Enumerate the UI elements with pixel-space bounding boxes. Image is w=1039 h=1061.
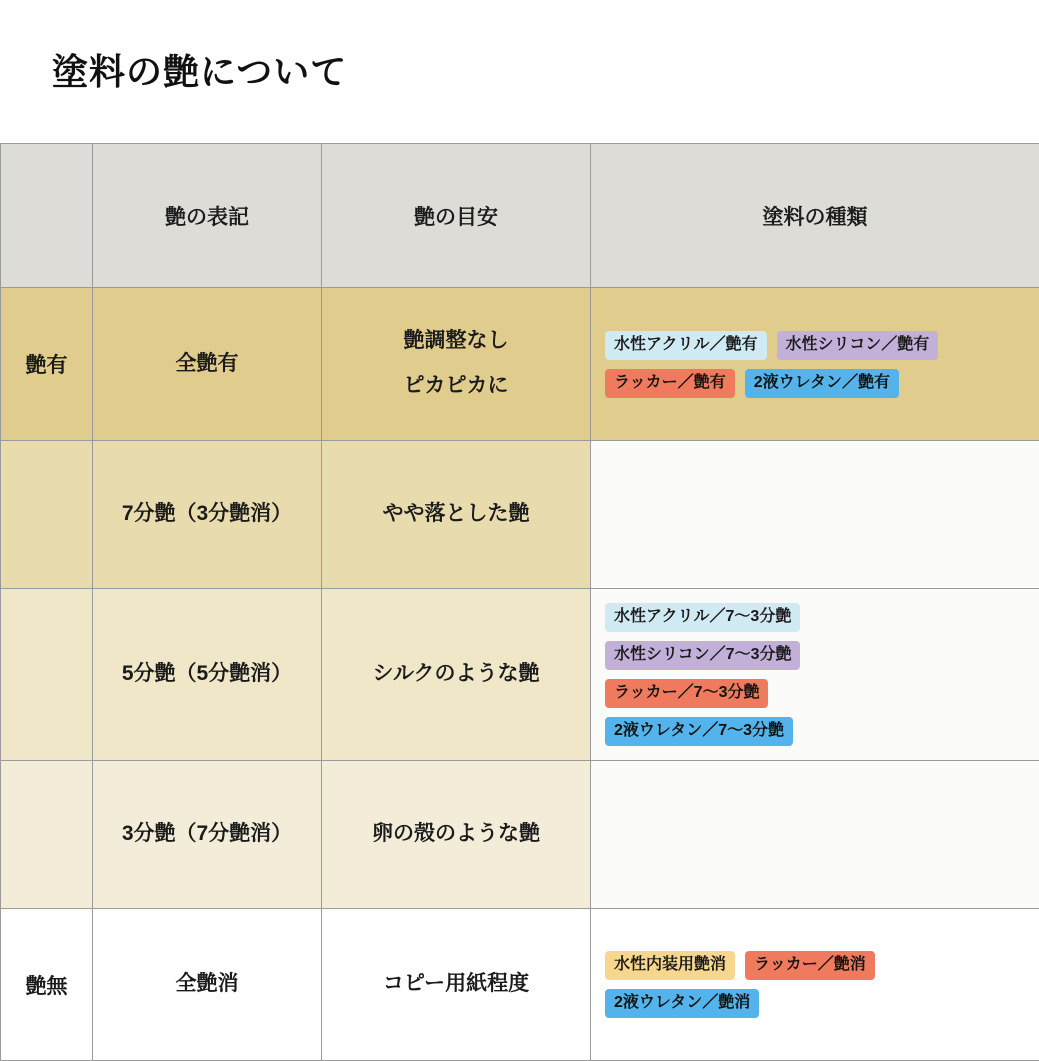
table-row [1, 909, 1039, 1061]
row-types [591, 288, 1039, 441]
row-guide [322, 761, 591, 909]
row-guide [322, 288, 591, 441]
row-guide-line1: 卵の殻のような艶 [322, 812, 590, 857]
row-guide-line1: コピー用紙程度 [322, 962, 590, 1007]
column-header-group [1, 144, 93, 288]
row-group-label: 艶有 [1, 288, 93, 441]
type-tag: 水性内装用艶消 [605, 951, 735, 980]
type-tag: 水性シリコン／7〜3分艶 [605, 641, 800, 670]
type-tag: ラッカー／艶有 [605, 369, 735, 398]
table-row [1, 589, 1039, 761]
type-tag: 水性シリコン／艶有 [777, 331, 939, 360]
header-row [1, 144, 1039, 288]
type-tag: 水性アクリル／7〜3分艶 [605, 603, 800, 632]
row-notation [93, 441, 322, 589]
gloss-table [0, 143, 1039, 1061]
row-group-label [1, 761, 93, 909]
row-notation-text: 5分艶（5分艶消） [93, 652, 321, 697]
table-row [1, 288, 1039, 441]
column-header-types: 塗料の種類 [591, 144, 1039, 288]
table-row [1, 441, 1039, 589]
column-header-notation: 艶の表記 [93, 144, 322, 288]
column-header-guide: 艶の目安 [322, 144, 591, 288]
row-types [591, 909, 1039, 1061]
row-notation [93, 909, 322, 1061]
type-tag: ラッカー／艶消 [745, 951, 875, 980]
row-notation [93, 761, 322, 909]
type-tag-list [591, 589, 1039, 760]
row-types [591, 441, 1039, 589]
row-guide [322, 909, 591, 1061]
row-guide-line1: シルクのような艶 [322, 652, 590, 697]
row-guide-line2: ピカピカに [322, 364, 590, 409]
row-types [591, 589, 1039, 761]
row-notation [93, 288, 322, 441]
table-header [1, 144, 1039, 288]
row-notation-text: 3分艶（7分艶消） [93, 812, 321, 857]
row-notation-text: 全艶有 [93, 342, 321, 387]
row-guide-line1: やや落とした艶 [322, 492, 590, 537]
row-group-label [1, 441, 93, 589]
type-tag: 2液ウレタン／艶消 [605, 989, 759, 1018]
type-tag: ラッカー／7〜3分艶 [605, 679, 768, 708]
type-tag: 2液ウレタン／7〜3分艶 [605, 717, 793, 746]
row-types [591, 761, 1039, 909]
page-title: 塗料の艶について [0, 0, 1039, 95]
row-guide [322, 589, 591, 761]
type-tag-list [591, 321, 1039, 408]
row-guide [322, 441, 591, 589]
type-tag: 2液ウレタン／艶有 [745, 369, 899, 398]
table-row [1, 761, 1039, 909]
row-group-label [1, 589, 93, 761]
row-notation [93, 589, 322, 761]
table-body [1, 288, 1039, 1061]
row-group-label: 艶無 [1, 909, 93, 1061]
row-notation-text: 7分艶（3分艶消） [93, 492, 321, 537]
type-tag: 水性アクリル／艶有 [605, 331, 767, 360]
row-guide-line1: 艶調整なし [322, 319, 590, 364]
type-tag-list [591, 941, 1039, 1028]
row-notation-text: 全艶消 [93, 962, 321, 1007]
